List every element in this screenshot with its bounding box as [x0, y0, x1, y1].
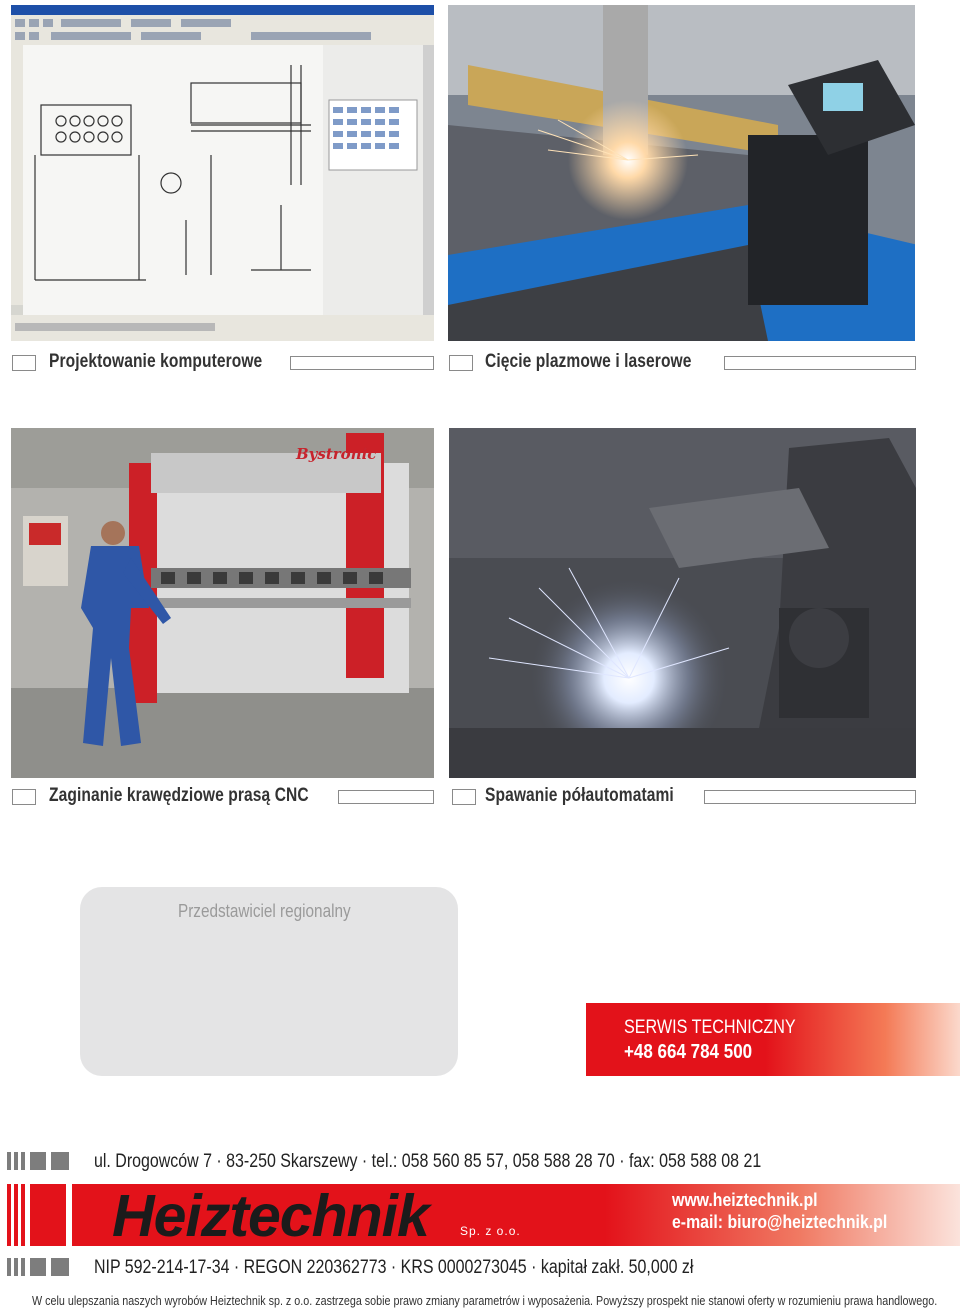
decorative-square — [14, 1152, 18, 1170]
brand-bar — [72, 1183, 960, 1249]
decorative-square — [30, 1184, 66, 1246]
service-phone: +48 664 784 500 — [624, 1041, 753, 1063]
caption-welding: Spawanie półautomatami — [485, 785, 674, 806]
cad-photo — [11, 5, 434, 341]
regional-representative-label: Przedstawiciel regionalny — [178, 901, 351, 921]
decorative-square — [30, 1152, 46, 1170]
decorative-square — [51, 1152, 69, 1170]
caption-cad: Projektowanie komputerowe — [49, 351, 263, 372]
caption-plasma: Cięcie plazmowe i laserowe — [485, 351, 692, 372]
caption-rule — [290, 356, 434, 370]
decorative-square — [14, 1258, 18, 1276]
press-brand-label: Bystronic — [296, 445, 377, 463]
caption-rule — [338, 790, 434, 804]
technical-service-banner — [586, 1003, 960, 1076]
company-legal-form: Sp. z o.o. — [460, 1224, 521, 1238]
decorative-square — [51, 1258, 69, 1276]
decorative-square — [7, 1258, 11, 1276]
service-title: SERWIS TECHNICZNY — [624, 1017, 796, 1038]
decorative-square — [21, 1184, 25, 1246]
company-registration: NIP 592-214-17-34 · REGON 220362773 · KRS 0000273045 · kapitał zakł. 50,000 zł — [94, 1257, 694, 1278]
caption-rule — [704, 790, 916, 804]
decorative-square — [14, 1184, 18, 1246]
caption-press: Zaginanie krawędziowe prasą CNC — [49, 785, 309, 806]
company-logo: Heiztechnik — [112, 1183, 429, 1249]
email-link[interactable]: e-mail: biuro@heiztechnik.pl — [672, 1212, 888, 1232]
welding-photo — [449, 428, 916, 778]
decorative-square — [7, 1152, 11, 1170]
company-address: ul. Drogowców 7 · 83-250 Skarszewy · tel.: 058 560 85 57, 058 588 28 70 · fax: 058 588 08 21 — [94, 1151, 762, 1172]
caption-marker-box — [452, 789, 476, 805]
caption-marker-box — [12, 355, 36, 371]
decorative-square — [30, 1258, 46, 1276]
decorative-square — [21, 1258, 25, 1276]
website-link[interactable]: www.heiztechnik.pl — [672, 1190, 818, 1210]
legal-disclaimer: W celu ulepszania naszych wyrobów Heiztechnik sp. z o.o. zastrzega sobie prawo zmiany parametrów i wyposażenia. Powyższy prospekt nie stanowi oferty w rozumieniu prawa handlowego. — [32, 1294, 938, 1308]
press-brake-photo — [11, 428, 434, 778]
regional-representative-box — [80, 887, 458, 1076]
plasma-photo — [448, 5, 915, 341]
caption-rule — [724, 356, 916, 370]
decorative-square — [21, 1152, 25, 1170]
caption-marker-box — [449, 355, 473, 371]
caption-marker-box — [12, 789, 36, 805]
decorative-square — [7, 1184, 11, 1246]
